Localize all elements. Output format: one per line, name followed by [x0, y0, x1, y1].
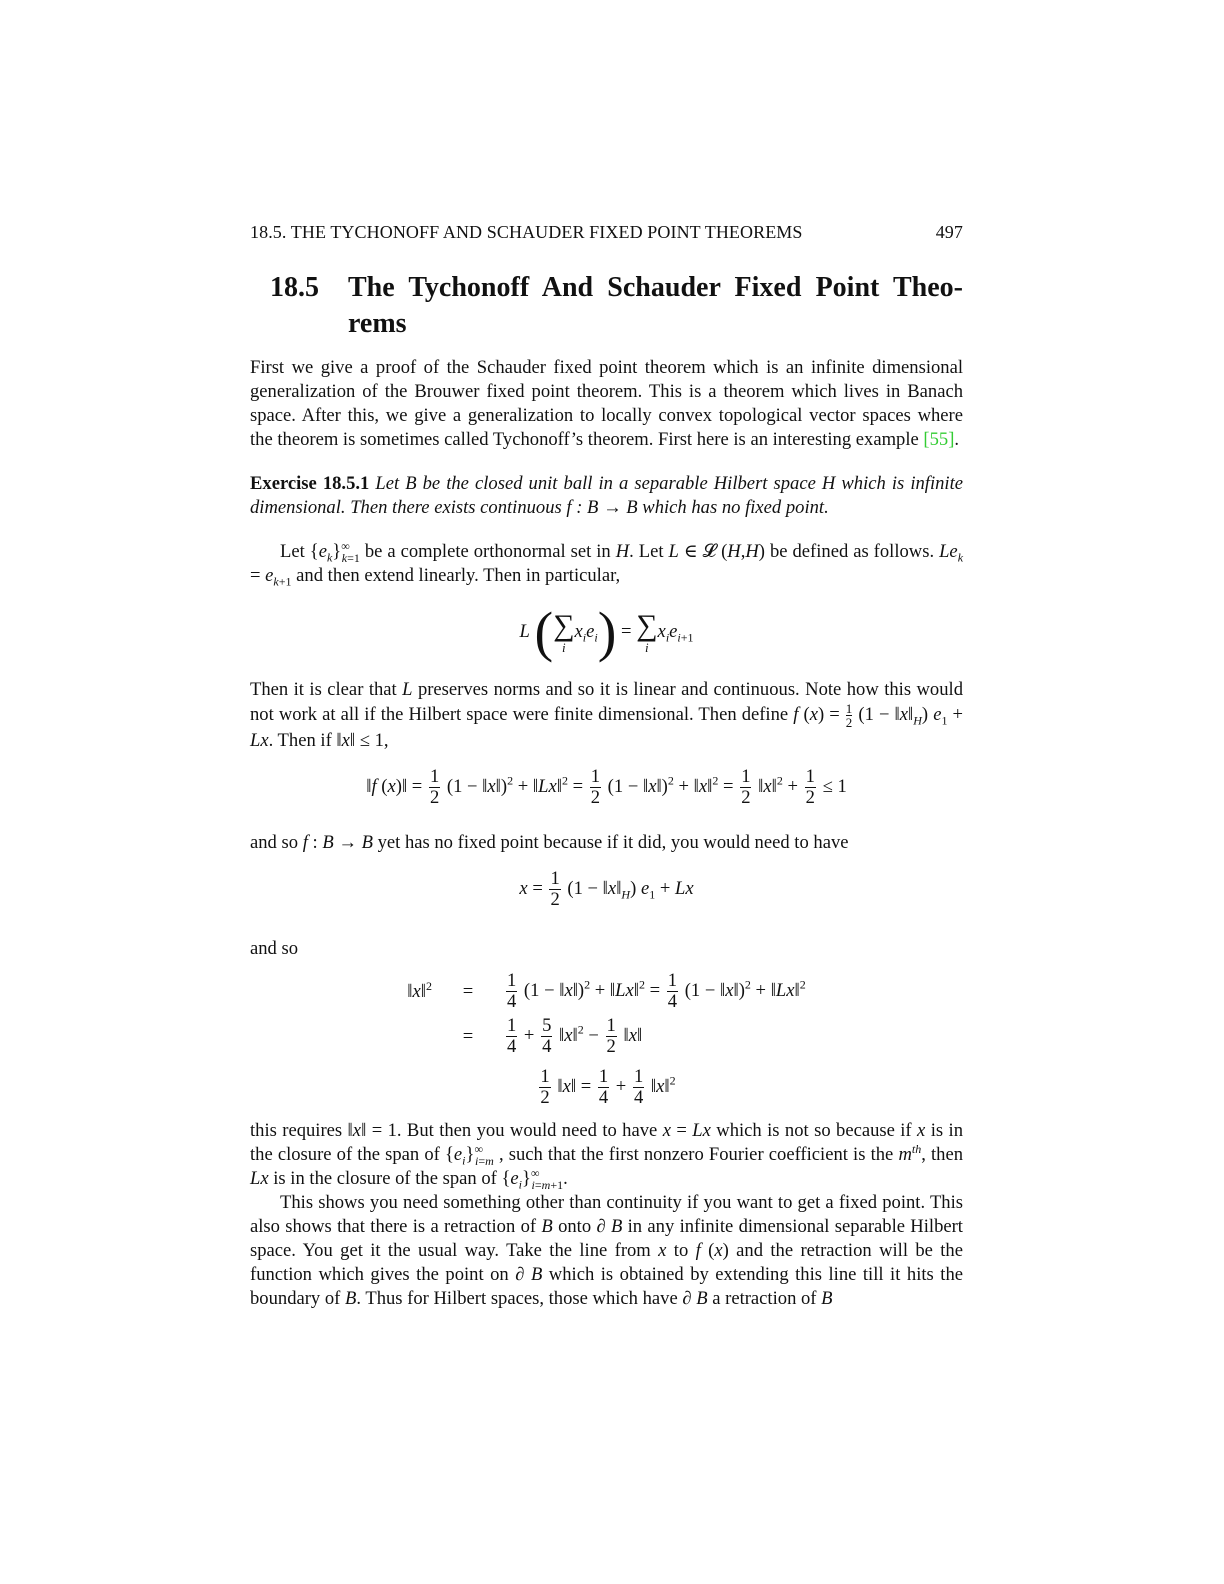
equation-fixed-point: x = $\frac{1}{2}$ $(1 - ‖x‖_H)$ $e_1 + Lx$: [519, 868, 694, 910]
equation-aligned: ‖x‖$^2$ = $\frac{1}{4}$ (1 − ‖x‖)$^2$ + ‖Lx‖$^2$ = $\frac{1}{4}$ (1 − ‖x‖)$^2$ + ‖Lx‖$^2$ = $\frac{1}{4}$ + $\frac{5}{4}$ ‖x‖$^2$ − $\frac{1}{2}$ ‖x‖: [407, 970, 806, 1057]
intro-paragraph: [250, 356, 963, 452]
and-so-text: and so: [250, 938, 299, 959]
intro-text: First we give a proof of the Schauder fixed point theorem which is an infinite dimensional generalization of the Brouwer fixed point theorem. This is a theorem which lives in Banach space. After this, we give a generalization to locally convex topological vector spaces where the theorem is sometimes called Tychonoff’s theorem. First here is an interesting example: [250, 357, 963, 450]
intro-end: .: [954, 429, 960, 450]
page-number: 497: [935, 222, 963, 242]
proof-paragraph-1: Let $\{e_k\}^\infty_{k=1}$ be a complete orthonormal set in H. Let L ∈ 𝓛 (H,H) be defined as follows. $Le_k = e_{k+1}$ and then extend linearly. Then in particular,: [250, 538, 964, 589]
exercise-block: [250, 472, 963, 520]
section-heading: [250, 270, 963, 342]
proof-paragraph-3: and so f : B → B yet has no fixed point because if it did, you would need to have: [250, 832, 849, 853]
section-title: The Tychonoff And Schauder Fixed Point Theo-rems: [348, 272, 963, 339]
equation-norm-f: ‖f (x)‖ = $\frac{1}{2}$ (1 − ‖x‖)$^2$ + ‖Lx‖$^2$ = $\frac{1}{2}$ (1 − ‖x‖)$^2$ + ‖x‖$^2$ = $\frac{1}{2}$ ‖x‖$^2$ + $\frac{1}{2}$ ≤ 1: [366, 766, 847, 808]
proof-paragraph-5: This shows you need something other than continuity if you want to get a fixed point. This also shows that there is a retraction of B onto ∂ B in any infinite dimensional separable Hilbert space. You get it the usual way. Take the line from x to f (x) and the retraction will be the function which gives the point on ∂ B which is obtained by extending this line till it hits the boundary of B. Thus for Hilbert spaces, those which have ∂ B a retraction of B: [250, 1192, 963, 1309]
running-title: 18.5. THE TYCHONOFF AND SCHAUDER FIXED POINT THEOREMS: [250, 222, 803, 242]
running-head: [250, 220, 963, 244]
exercise-statement: Let B be the closed unit ball in a separable Hilbert space H which is infinite dimensional. Then there exists continuous f : B → B which has no fixed point.: [250, 473, 963, 518]
page: [250, 220, 963, 1311]
proof-paragraph-4: this requires ‖x‖ = 1. But then you would need to have x = Lx which is not so because if x is in the closure of the span of $\{e_i\}^\infty_{i=m}$ , such that the first nonzero Fourier coefficient is the $m^{th}$, then Lx is in the closure of the span of $\{e_i\}^\infty_{i=m+1}$.: [250, 1120, 964, 1192]
exercise-label: Exercise 18.5.1: [250, 473, 370, 494]
citation-link[interactable]: [55]: [923, 429, 955, 450]
equation-half-norm: $\frac{1}{2}$ ‖x‖ = $\frac{1}{4}$ + $\frac{1}{4}$ ‖x‖$^2$: [540, 1066, 676, 1108]
section-number: 18.5: [270, 272, 319, 303]
equation-L-sum: L ( ∑ i $x_ie_i$) = ∑ i $x_ie_{i+1}$: [519, 601, 694, 664]
proof-paragraph-2: Then it is clear that L preserves norms and so it is linear and continuous. Note how this would not work at all if the Hilbert space were finite dimensional. Then define f (x) = $\frac{1}{2}$ $(1 - ‖x‖_H)$ $e_1 + Lx$. Then if ‖x‖ ≤ 1,: [250, 679, 964, 751]
